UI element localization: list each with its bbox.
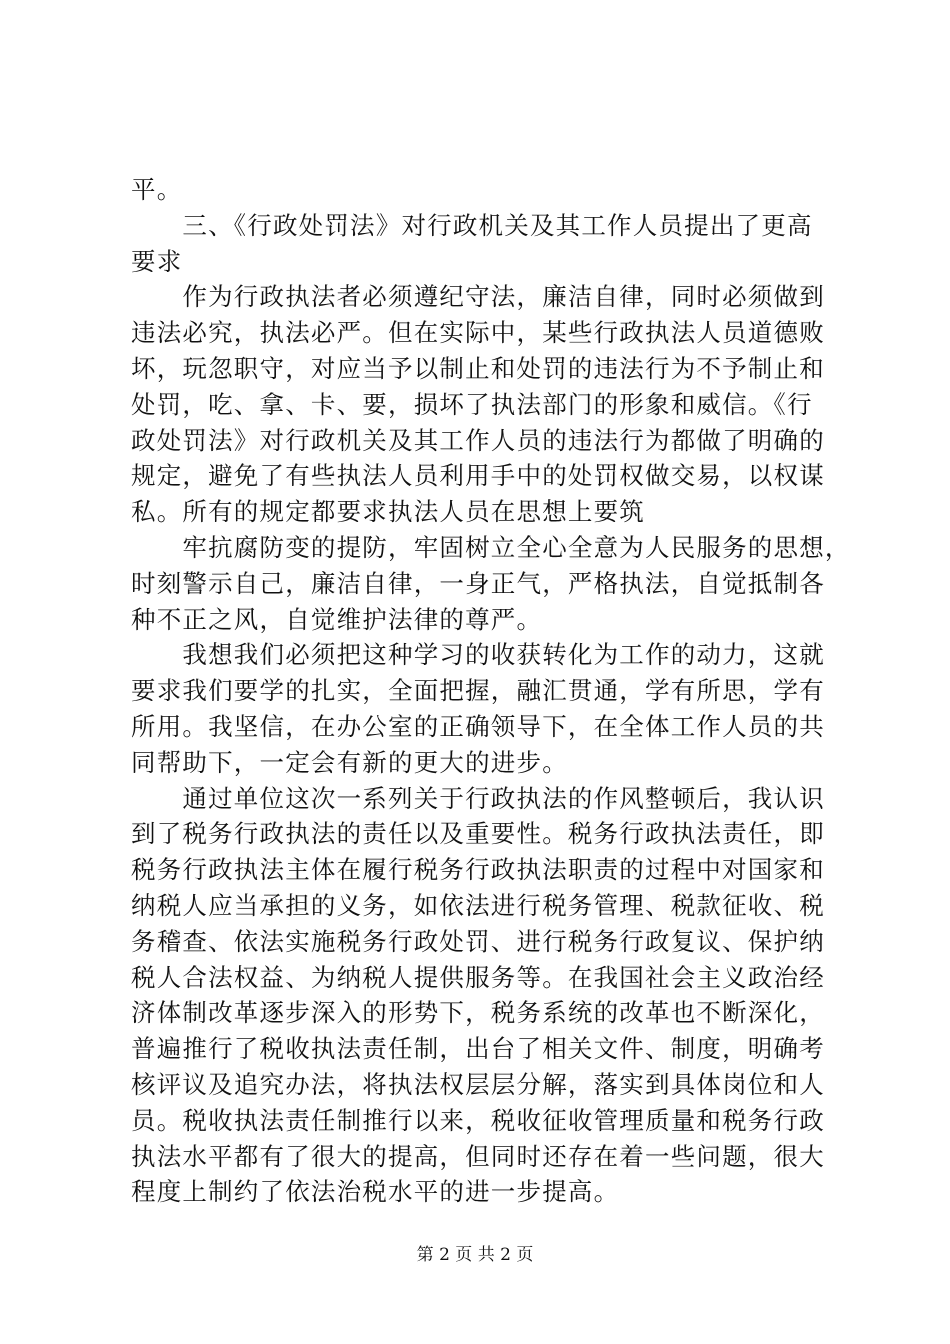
text-line: 我想我们必须把这种学习的收获转化为工作的动力，这就 <box>131 640 825 670</box>
text-line: 税务行政执法主体在履行税务行政执法职责的过程中对国家和 <box>131 855 825 885</box>
text-line: 普遍推行了税收执法责任制，出台了相关文件、制度，明确考 <box>131 1034 825 1064</box>
text-line: 济体制改革逐步深入的形势下，税务系统的改革也不断深化， <box>131 998 825 1028</box>
text-line: 核评议及追究办法，将执法权层层分解，落实到具体岗位和人 <box>131 1069 825 1099</box>
text-line: 程度上制约了依法治税水平的进一步提高。 <box>131 1177 620 1207</box>
text-line: 违法必究，执法必严。但在实际中，某些行政执法人员道德败 <box>131 318 825 348</box>
text-line: 牢抗腐防变的提防，牢固树立全心全意为人民服务的思想， <box>131 532 851 562</box>
text-line: 所用。我坚信，在办公室的正确领导下，在全体工作人员的共 <box>131 711 825 741</box>
section-heading-line: 要求 <box>131 246 183 276</box>
text-line: 到了税务行政执法的责任以及重要性。税务行政执法责任，即 <box>131 819 825 849</box>
page-footer <box>0 1243 950 1267</box>
text-line: 务稽查、依法实施税务行政处罚、进行税务行政复议、保护纳 <box>131 926 825 956</box>
text-line: 私。所有的规定都要求执法人员在思想上要筑 <box>131 497 645 527</box>
text-line: 作为行政执法者必须遵纪守法，廉洁自律，同时必须做到 <box>131 282 825 312</box>
text-line: 纳税人应当承担的义务，如依法进行税务管理、税款征收、税 <box>131 890 825 920</box>
text-line: 通过单位这次一系列关于行政执法的作风整顿后，我认识 <box>131 783 825 813</box>
text-line: 时刻警示自己，廉洁自律，一身正气，严格执法，自觉抵制各 <box>131 568 825 598</box>
text-line: 坏，玩忽职守，对应当予以制止和处罚的违法行为不予制止和 <box>131 353 825 383</box>
text-line: 要求我们要学的扎实，全面把握，融汇贯通，学有所思，学有 <box>131 676 825 706</box>
text-line: 同帮助下，一定会有新的更大的进步。 <box>131 747 568 777</box>
document-body <box>131 172 851 1210</box>
text-line: 处罚，吃、拿、卡、要，损坏了执法部门的形象和威信。《行 <box>131 389 813 419</box>
text-line: 平。 <box>131 175 183 204</box>
text-line: 种不正之风，自觉维护法律的尊严。 <box>131 604 543 634</box>
page-number-label: 第 2 页 共 2 页 <box>416 1245 534 1265</box>
text-line: 员。税收执法责任制推行以来，税收征收管理质量和税务行政 <box>131 1105 825 1135</box>
text-line: 税人合法权益、为纳税人提供服务等。在我国社会主义政治经 <box>131 962 825 992</box>
text-line: 政处罚法》对行政机关及其工作人员的违法行为都做了明确的 <box>131 425 825 455</box>
section-heading-line: 三、《行政处罚法》对行政机关及其工作人员提出了更高 <box>131 210 813 240</box>
text-line: 规定，避免了有些执法人员利用手中的处罚权做交易，以权谋 <box>131 461 825 491</box>
text-line: 执法水平都有了很大的提高，但同时还存在着一些问题，很大 <box>131 1141 825 1171</box>
